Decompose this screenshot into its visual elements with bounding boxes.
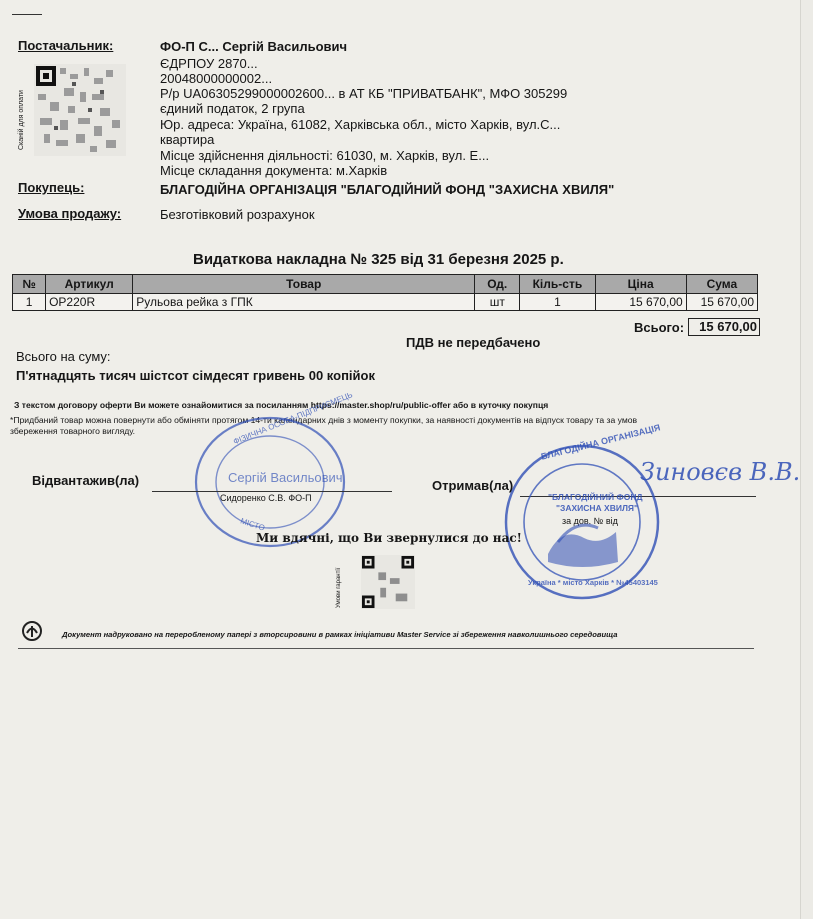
- footer-rule: [18, 648, 754, 649]
- row-quantity: 1: [520, 294, 595, 311]
- shipped-signature-line: [152, 491, 392, 492]
- col-number: №: [13, 275, 46, 294]
- stamp-right-ring-top: БЛАГОДІЙНА ОРГАНІЗАЦІЯ: [540, 422, 662, 462]
- return-note-1: *Придбаний товар можна повернути або обміняти протягом 14-ти календарних днів з моменту покупки, за наявності документів на відпуск товару та за умов: [10, 415, 638, 425]
- top-mark: [12, 14, 42, 15]
- sum-in-words: П'ятнадцять тисяч шістсот сімдесят гривень 00 копійок: [16, 368, 375, 383]
- qr-caption: Сканій для оплати: [18, 90, 25, 150]
- col-price: Ціна: [595, 275, 686, 294]
- offer-note: З текстом договору оферти Ви можете ознайомитися за посиланням https://master.shop/ru/public-offer або в куточку покупця: [14, 400, 549, 410]
- supplier-legal-address-2: квартира: [160, 132, 215, 147]
- supplier-label: Постачальник:: [18, 38, 114, 53]
- total-label: Всього:: [634, 320, 685, 335]
- terms-label: Умова продажу:: [18, 206, 122, 221]
- vat-note: ПДВ не передбачено: [406, 335, 541, 350]
- row-number: 1: [13, 294, 46, 311]
- shipped-label: Відвантажив(ла): [32, 473, 140, 488]
- supplier-doc-place: Місце складання документа: м.Харків: [160, 163, 388, 178]
- stamp-left-ring-text: ФІЗИЧНА ОСОБА-ПІДПРИЄМЕЦЬ: [232, 390, 354, 447]
- terms-value: Безготівковий розрахунок: [160, 207, 315, 222]
- row-sum: 15 670,00: [686, 294, 757, 311]
- row-product: Рульова рейка з ГПК: [133, 294, 475, 311]
- warranty-caption: Умови гарантії: [336, 567, 342, 608]
- document-title: Видаткова накладна № 325 від 31 березня 2025 р.: [193, 251, 564, 268]
- thanks-message: Ми вдячні, що Ви звернулися до нас!: [256, 531, 522, 545]
- total-value: 15 670,00: [688, 318, 760, 336]
- supplier-activity-place: Місце здійснення діяльності: 61030, м. Харків, вул. Е...: [160, 148, 490, 163]
- stamp-right-center-1: "БЛАГОДІЙНИЙ ФОНД: [548, 492, 643, 502]
- received-doc: за дов. № від: [562, 516, 618, 526]
- received-label: Отримав(ла): [432, 478, 514, 493]
- shipped-name: Сидоренко С.В. ФО-П: [220, 493, 312, 503]
- table-header-row: [13, 275, 758, 294]
- col-product: Товар: [133, 275, 475, 294]
- stamp-right-ring-bottom: Україна * місто Харків * №45403145: [528, 578, 658, 587]
- supplier-name: ФО-П С... Сергій Васильович: [160, 39, 348, 54]
- col-quantity: Кіль-сть: [520, 275, 595, 294]
- supplier-tax-code: 20048000000002...: [160, 71, 273, 86]
- buyer-label: Покупець:: [18, 180, 85, 195]
- supplier-account: Р/р UA06305299000002600... в АТ КБ "ПРИВАТБАНК", МФО 305299: [160, 86, 568, 101]
- received-signature: Зиновєв В.В.: [640, 458, 801, 486]
- stamp-left-bottom: МІСТО: [239, 516, 266, 533]
- stamp-right-center-2: "ЗАХИСНА ХВИЛЯ": [556, 503, 639, 513]
- payment-qr-code: [34, 64, 126, 156]
- col-sum: Сума: [686, 275, 757, 294]
- return-note-2: збереження товарного вигляду.: [10, 426, 136, 436]
- table-row: [13, 294, 758, 311]
- eco-logo-icon: [20, 620, 44, 642]
- row-article: OP220R: [46, 294, 133, 311]
- footer-note: Документ надруковано на переробленому папері з вторсировини в рамках ініціативи Master Service зі збереження навколишнього середовища: [62, 630, 618, 639]
- col-unit: Од.: [475, 275, 520, 294]
- row-unit: шт: [475, 294, 520, 311]
- supplier-tax: єдиний податок, 2 група: [160, 101, 305, 116]
- supplier-edrpou: ЄДРПОУ 2870...: [160, 56, 258, 71]
- items-table: [12, 274, 758, 311]
- sum-label: Всього на суму:: [16, 349, 111, 364]
- supplier-legal-address: Юр. адреса: Україна, 61082, Харківська обл., місто Харків, вул.С...: [160, 117, 561, 132]
- buyer-name: БЛАГОДІЙНА ОРГАНІЗАЦІЯ "БЛАГОДІЙНИЙ ФОНД "ЗАХИСНА ХВИЛЯ": [160, 182, 615, 197]
- warranty-qr-code: [360, 555, 416, 609]
- row-price: 15 670,00: [595, 294, 686, 311]
- col-article: Артикул: [46, 275, 133, 294]
- stamp-left-center: Сергій Васильович: [228, 470, 343, 485]
